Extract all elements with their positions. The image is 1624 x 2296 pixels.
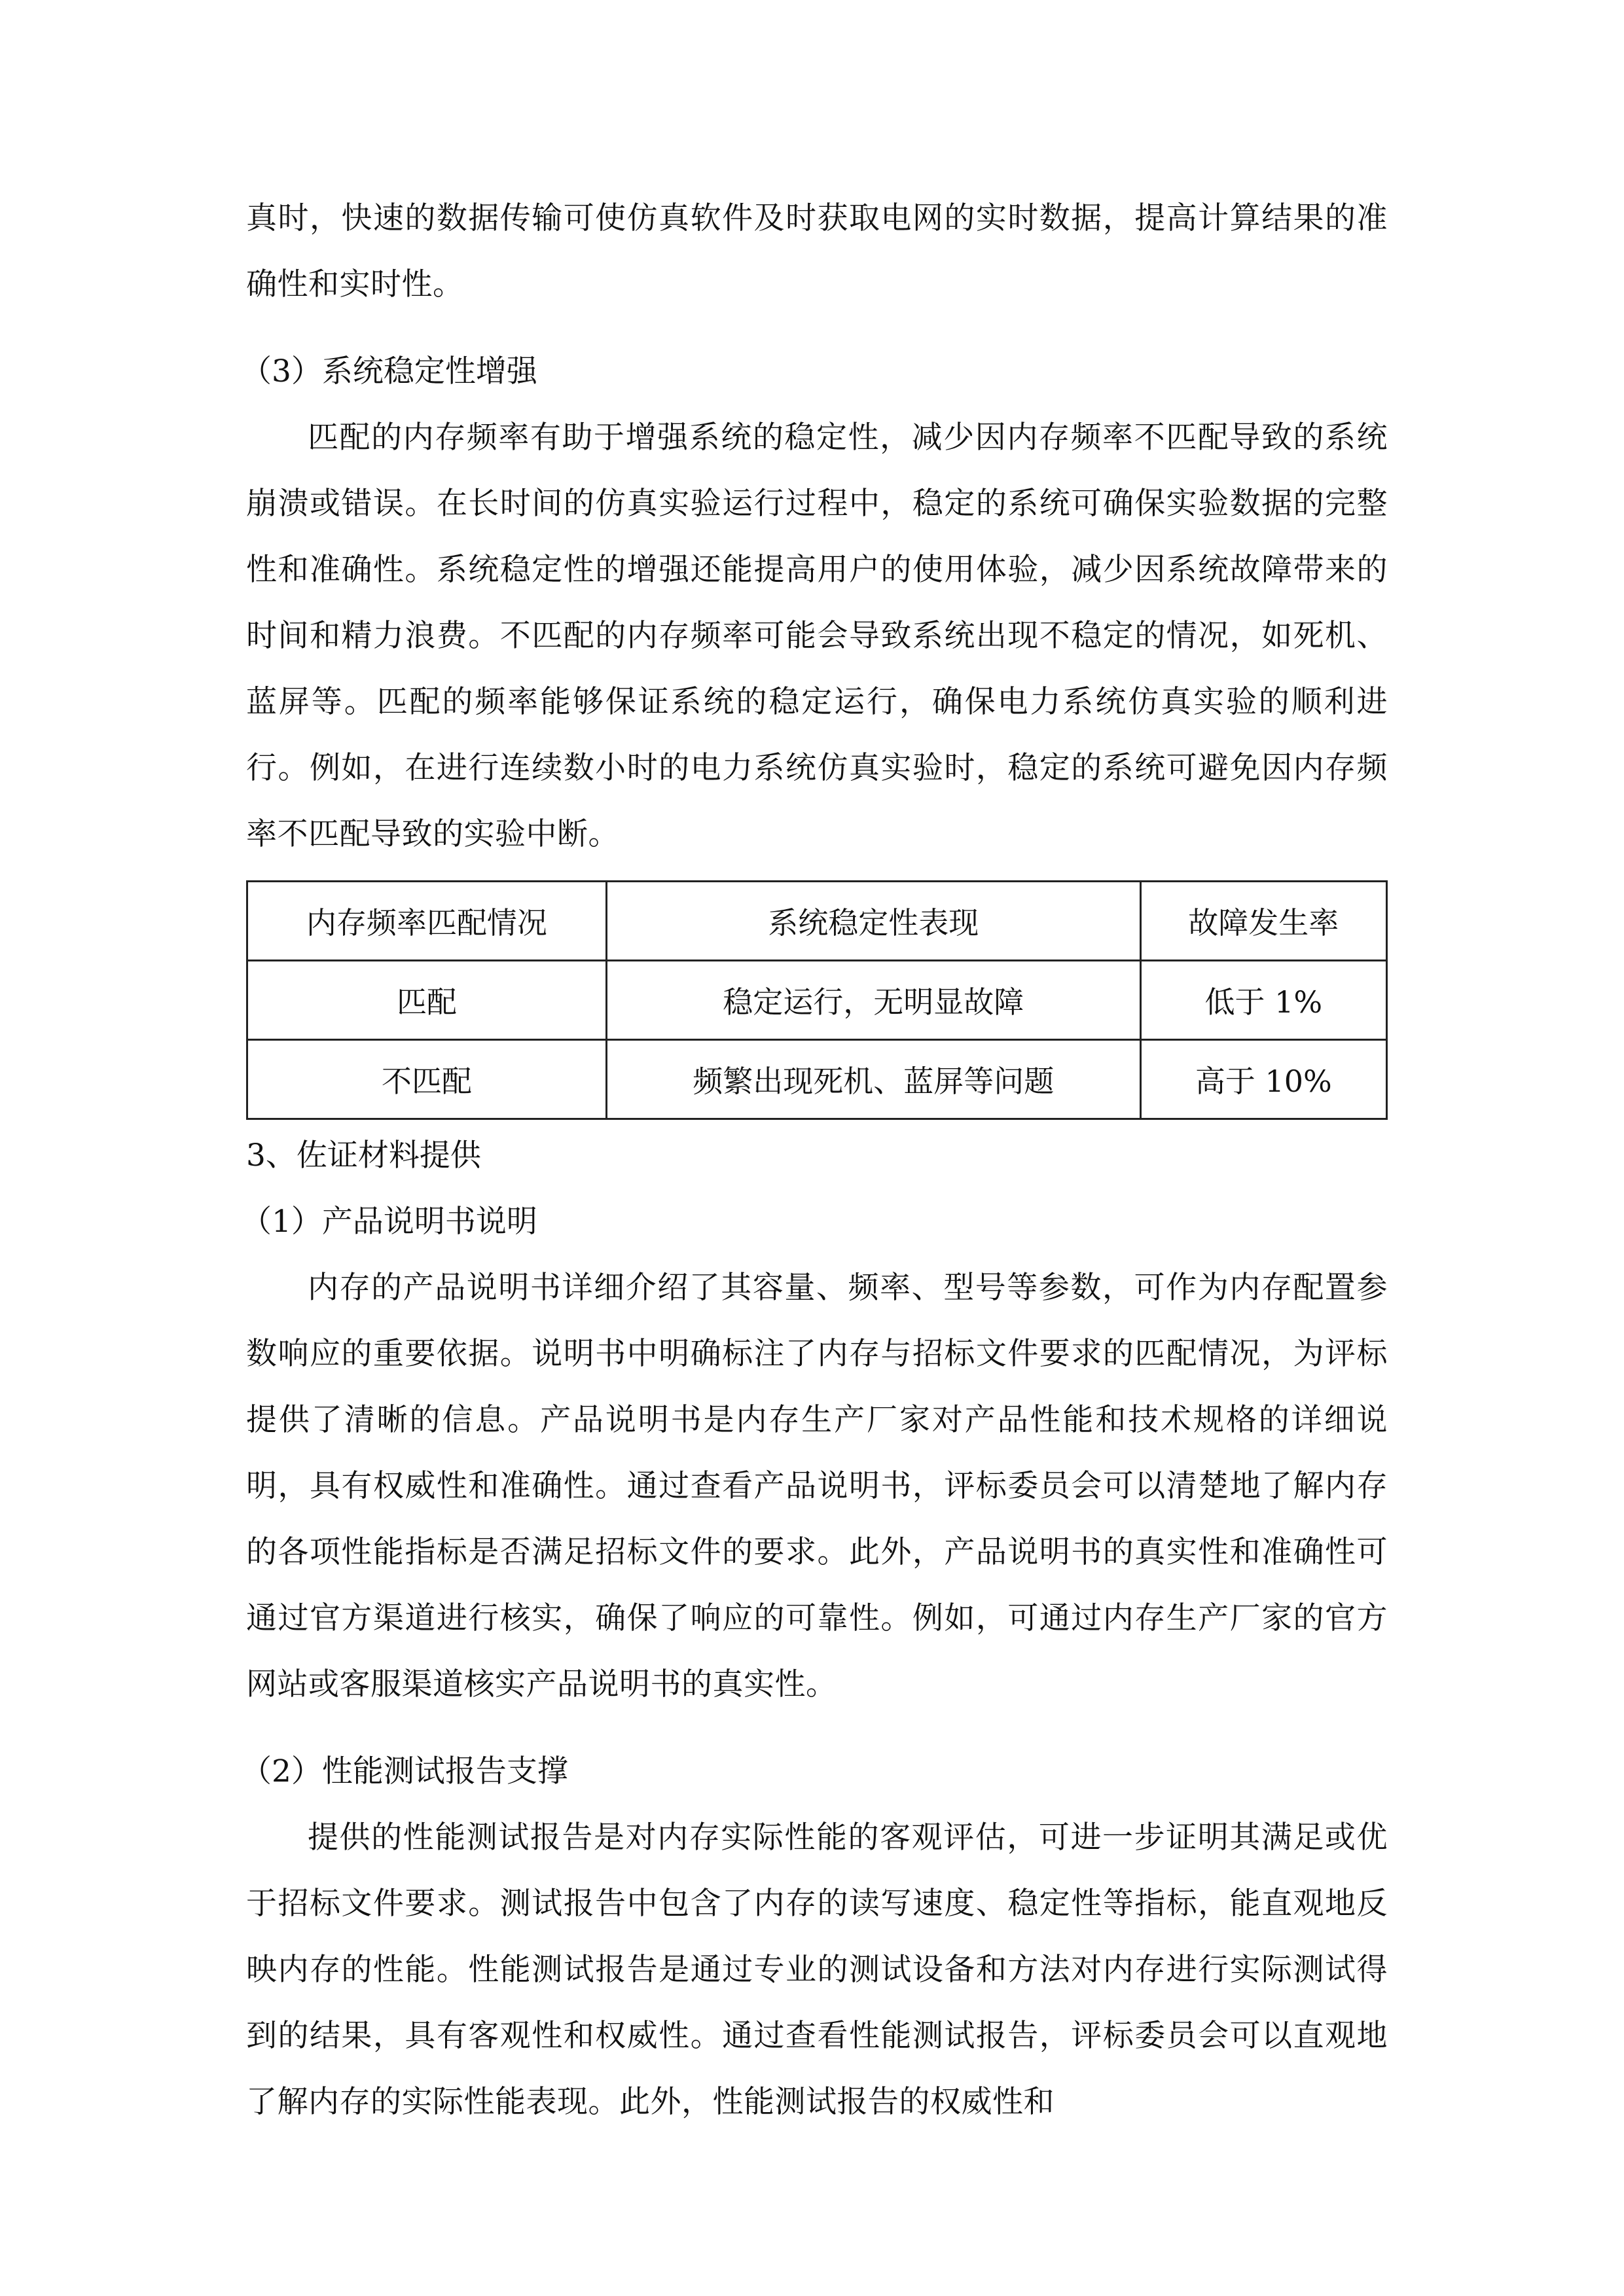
heading-performance-report: （2）性能测试报告支撑 — [241, 1753, 568, 1789]
paragraph-continuation: 真时，快速的数据传输可使仿真软件及时获取电网的实时数据，提高计算结果的准确性和实时性。 — [246, 200, 1388, 302]
table-header-cell: 故障发生率 — [1140, 882, 1386, 961]
table-cell: 不匹配 — [247, 1040, 607, 1119]
table-header-cell: 内存频率匹配情况 — [247, 882, 607, 961]
paragraph-performance-report: 提供的性能测试报告是对内存实际性能的客观评估，可进一步证明其满足或优于招标文件要求。测试报告中包含了内存的读写速度、稳定性等指标，能直观地反映内存的性能。性能测试报告是通过专业的测试设备和方法对内存进行实际测试得到的结果，具有客观性和权威性。通过查看性能测试报告，评标委员会可以直观地了解内存的实际性能表现。此外，性能测试报告的权威性和 — [246, 1820, 1388, 2120]
heading-system-stability: （3）系统稳定性增强 — [241, 353, 537, 389]
table-header-row — [247, 882, 1387, 961]
table-cell: 稳定运行，无明显故障 — [606, 961, 1140, 1040]
heading-evidence: 3、佐证材料提供 — [246, 1138, 481, 1174]
table-cell: 低于 1% — [1140, 961, 1386, 1040]
document-page — [241, 185, 1388, 2135]
table-cell: 频繁出现死机、蓝屏等问题 — [606, 1040, 1140, 1119]
stability-table — [246, 880, 1388, 1120]
heading-product-manual: （1）产品说明书说明 — [241, 1204, 537, 1240]
table-row — [247, 1040, 1387, 1119]
paragraph-system-stability: 匹配的内存频率有助于增强系统的稳定性，减少因内存频率不匹配导致的系统崩溃或错误。在长时间的仿真实验运行过程中，稳定的系统可确保实验数据的完整性和准确性。系统稳定性的增强还能提高用户的使用体验，减少因系统故障带来的时间和精力浪费。不匹配的内存频率可能会导致系统出现不稳定的情况，如死机、蓝屏等。匹配的频率能够保证系统的稳定运行，确保电力系统仿真实验的顺利进行。例如，在进行连续数小时的电力系统仿真实验时，稳定的系统可避免因内存频率不匹配导致的实验中断。 — [246, 420, 1388, 852]
table-row — [247, 961, 1387, 1040]
table-header-cell: 系统稳定性表现 — [606, 882, 1140, 961]
table-cell: 匹配 — [247, 961, 607, 1040]
table-cell: 高于 10% — [1140, 1040, 1386, 1119]
paragraph-product-manual: 内存的产品说明书详细介绍了其容量、频率、型号等参数，可作为内存配置参数响应的重要依据。说明书中明确标注了内存与招标文件要求的匹配情况，为评标提供了清晰的信息。产品说明书是内存生产厂家对产品性能和技术规格的详细说明，具有权威性和准确性。通过查看产品说明书，评标委员会可以清楚地了解内存的各项性能指标是否满足招标文件的要求。此外，产品说明书的真实性和准确性可通过官方渠道进行核实，确保了响应的可靠性。例如，可通过内存生产厂家的官方网站或客服渠道核实产品说明书的真实性。 — [246, 1270, 1388, 1702]
